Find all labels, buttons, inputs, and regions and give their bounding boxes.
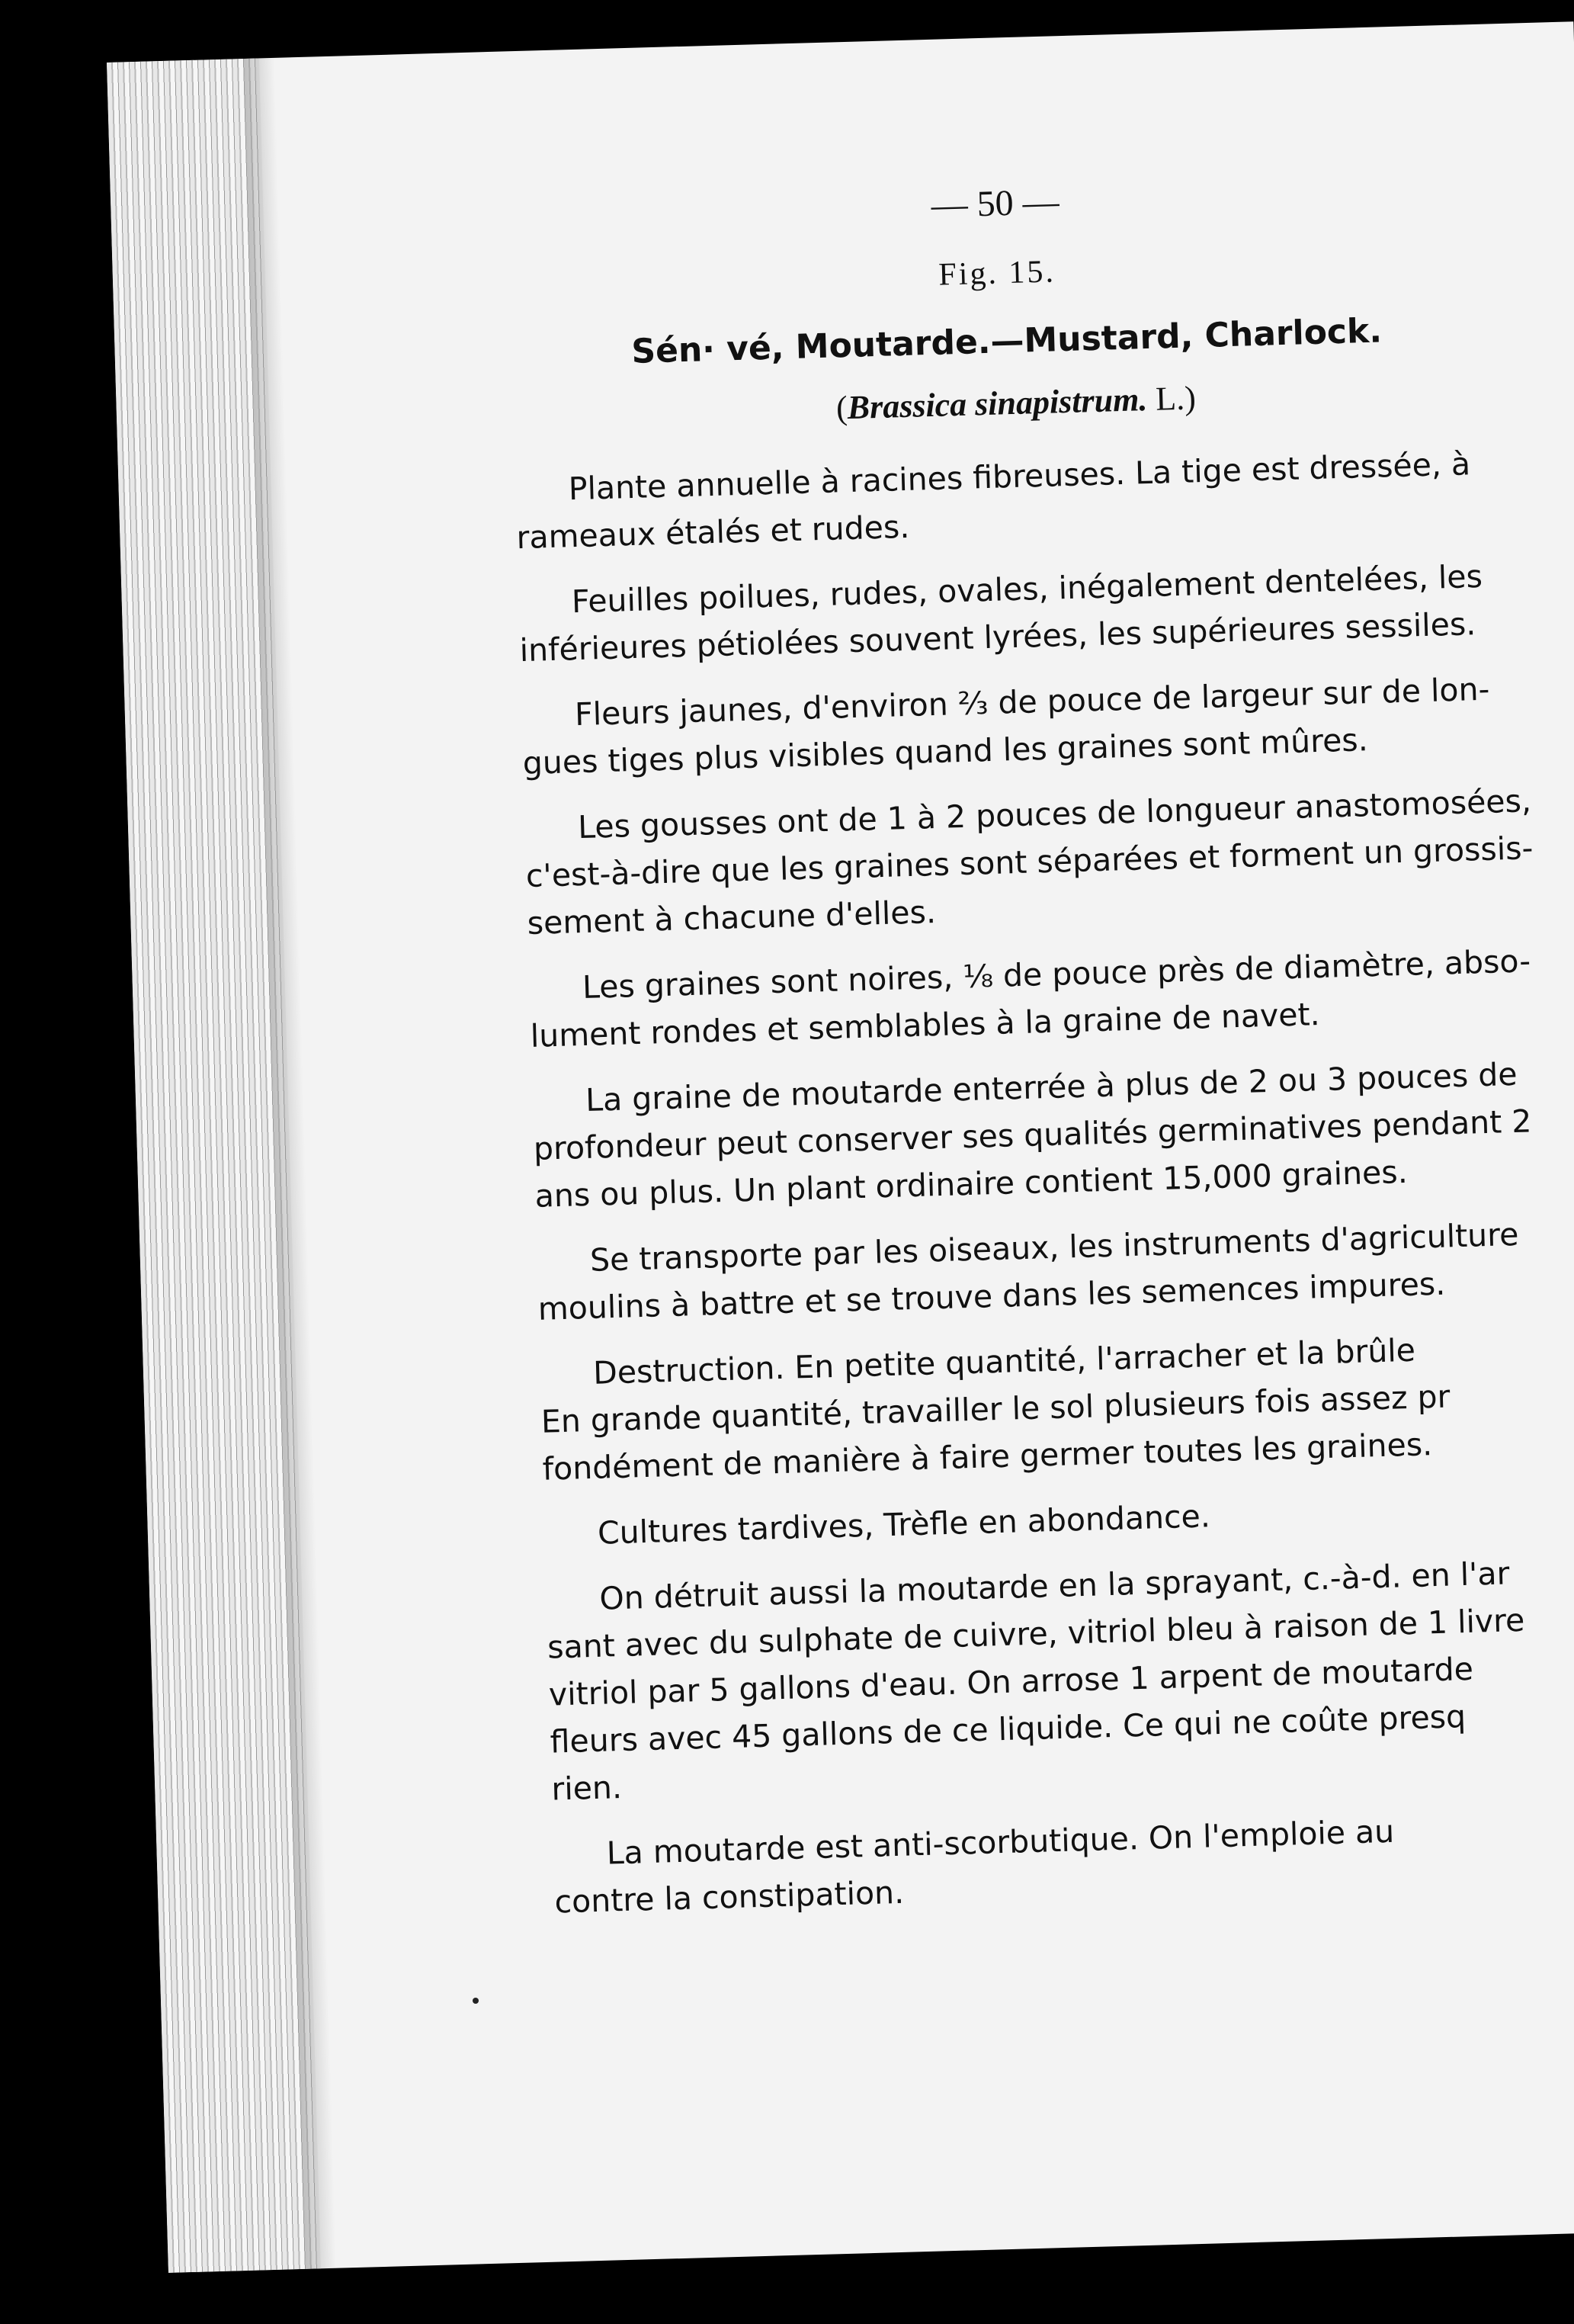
text-line: gues tiges plus visibles quand les graines sont mûres. <box>522 721 1369 782</box>
text-line: fondément de manière à faire germer toutes les graines. <box>542 1426 1433 1488</box>
paragraph-germination <box>531 1048 1574 1220</box>
text-line: fleurs avec 45 gallons de ce liquide. Ce qui ne coûte presq <box>550 1698 1467 1761</box>
page-number: — 50 — <box>930 181 1060 226</box>
text-line: Cultures tardives, Trèfle en abondance. <box>597 1497 1211 1552</box>
text-line: On détruit aussi la moutarde en la sprayant, c.-à-d. en l'ar <box>598 1555 1511 1617</box>
paragraph-spraying <box>546 1546 1574 1813</box>
latin-open: ( <box>835 389 848 427</box>
figure-label: Fig. 15. <box>938 254 1056 293</box>
text-line: Destruction. En petite quantité, l'arracher et la brûle <box>592 1331 1416 1392</box>
text-line: Les gousses ont de 1 à 2 pouces de longueur anastomosées, <box>577 782 1532 846</box>
plant-title: Sén· vé, Moutarde.—Mustard, Charlock. <box>630 311 1383 371</box>
text-line: Feuilles poilues, rudes, ovales, inégalement dentelées, les <box>571 557 1483 621</box>
text-line: sant avec du sulphate de cuivre, vitriol bleu à raison de 1 livre <box>547 1601 1525 1666</box>
text-line: rameaux étalés et rudes. <box>515 508 910 557</box>
ink-speck <box>473 1998 479 2004</box>
paragraph-seeds <box>528 935 1574 1060</box>
paragraph-pods <box>524 775 1574 947</box>
page-content <box>507 166 1574 1944</box>
latin-author: L.) <box>1146 379 1197 419</box>
text-line: contre la constipation. <box>553 1873 905 1921</box>
text-line: vitriol par 5 gallons d'eau. On arrose 1 arpent de moutarde <box>548 1650 1474 1713</box>
latin-species: Brassica sinapistrum. <box>847 380 1148 427</box>
paragraph-leaves <box>518 550 1574 675</box>
paragraph-transport <box>536 1208 1574 1333</box>
text-line: Les graines sont noires, ⅛ de pouce près de diamètre, abso- <box>582 942 1531 1006</box>
paragraph-medical <box>553 1801 1574 1926</box>
paragraph-destruction <box>539 1321 1574 1493</box>
text-line: ans ou plus. Un plant ordinaire contient 15,000 graines. <box>534 1153 1409 1215</box>
text-line: En grande quantité, travailler le sol plusieurs fois assez pr <box>540 1378 1451 1440</box>
text-line: Se transporte par les oiseaux, les instruments d'agriculture <box>589 1215 1519 1279</box>
text-line: inférieures pétiolées souvent lyrées, les supérieures sessiles. <box>519 605 1476 669</box>
book-page <box>107 21 1574 2273</box>
text-line: c'est-à-dire que les graines sont séparées et forment un grossis- <box>525 830 1534 895</box>
text-line: La graine de moutarde enterrée à plus de 2 ou 3 pouces de <box>585 1055 1518 1119</box>
text-line: La moutarde est anti-scorbutique. On l'emploie au <box>606 1812 1395 1872</box>
text-line: sement à chacune d'elles. <box>527 894 937 942</box>
text-line: Plante annuelle à racines fibreuses. La tige est dressée, à <box>568 445 1471 508</box>
paragraph-flowers <box>521 663 1574 788</box>
latin-name <box>512 368 1574 437</box>
text-line: rien. <box>550 1769 623 1808</box>
paragraph-description <box>515 437 1574 562</box>
paragraph-cultures <box>543 1481 1574 1558</box>
text-line: lument rondes et semblables à la graine de navet. <box>530 996 1321 1054</box>
text-line: profondeur peut conserver ses qualités germinatives pendant 2 <box>533 1103 1532 1167</box>
text-line: moulins à battre et se trouve dans les semences impures. <box>537 1265 1446 1327</box>
text-line: Fleurs jaunes, d'environ ⅔ de pouce de largeur sur de lon- <box>574 670 1490 733</box>
